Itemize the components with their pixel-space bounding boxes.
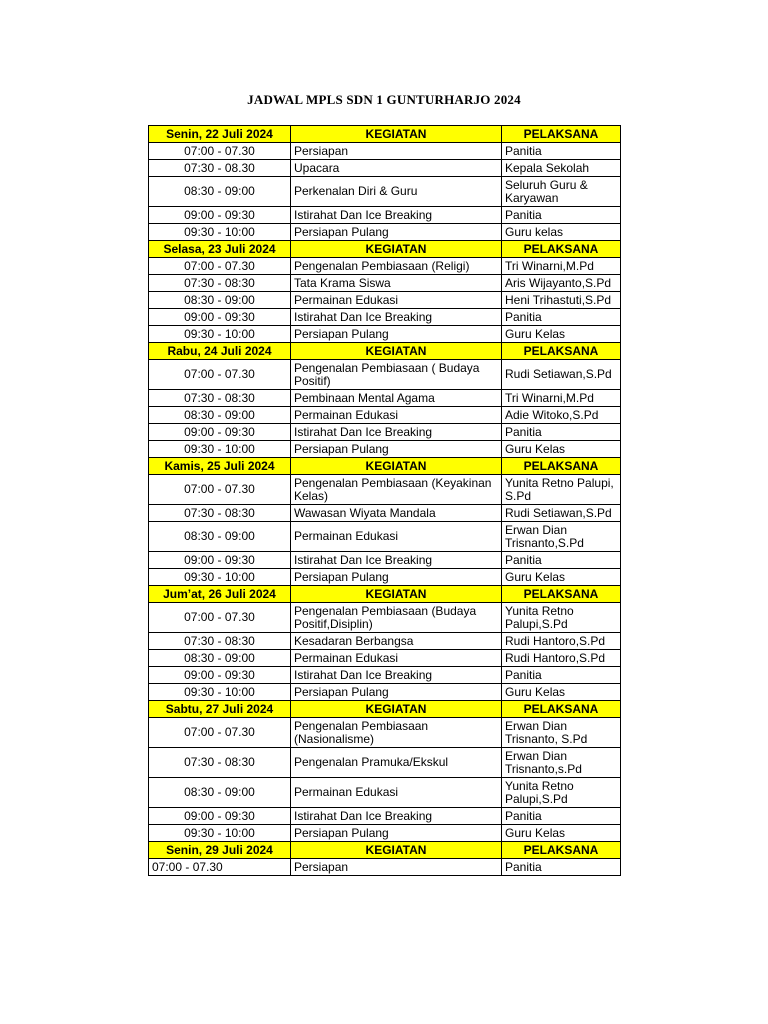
column-header-activity: KEGIATAN	[291, 458, 502, 475]
executor-cell: Guru Kelas	[502, 326, 621, 343]
document-title: JADWAL MPLS SDN 1 GUNTURHARJO 2024	[247, 92, 521, 107]
activity-cell: Persiapan Pulang	[291, 569, 502, 586]
day-label: Senin, 22 Juli 2024	[149, 126, 291, 143]
table-row	[149, 309, 621, 326]
day-header-row	[149, 241, 621, 258]
time-cell: 08:30 - 09:00	[149, 407, 291, 424]
executor-cell: Panitia	[502, 667, 621, 684]
table-row	[149, 390, 621, 407]
day-label: Jum’at, 26 Juli 2024	[149, 586, 291, 603]
executor-cell: Erwan Dian Trisnanto,S.Pd	[502, 522, 621, 552]
executor-cell: Rudi Hantoro,S.Pd	[502, 650, 621, 667]
day-header-row	[149, 126, 621, 143]
table-row	[149, 360, 621, 390]
activity-cell: Pengenalan Pembiasaan ( Budaya Positif)	[291, 360, 502, 390]
time-cell: 09:00 - 09:30	[149, 552, 291, 569]
activity-cell: Permainan Edukasi	[291, 650, 502, 667]
time-cell: 07:00 - 07.30	[149, 475, 291, 505]
executor-cell: Guru Kelas	[502, 569, 621, 586]
schedule-body	[149, 126, 621, 876]
day-label: Kamis, 25 Juli 2024	[149, 458, 291, 475]
day-header-row	[149, 458, 621, 475]
time-cell: 07:30 - 08:30	[149, 505, 291, 522]
column-header-executor: PELAKSANA	[502, 701, 621, 718]
activity-cell: Pengenalan Pembiasaan (Religi)	[291, 258, 502, 275]
table-row	[149, 603, 621, 633]
table-row	[149, 522, 621, 552]
time-cell: 09:30 - 10:00	[149, 684, 291, 701]
executor-cell: Guru kelas	[502, 224, 621, 241]
activity-cell: Persiapan Pulang	[291, 441, 502, 458]
table-row	[149, 667, 621, 684]
time-cell: 09:00 - 09:30	[149, 667, 291, 684]
table-row	[149, 275, 621, 292]
table-row	[149, 633, 621, 650]
executor-cell: Guru Kelas	[502, 441, 621, 458]
column-header-activity: KEGIATAN	[291, 586, 502, 603]
table-row	[149, 569, 621, 586]
time-cell: 08:30 - 09:00	[149, 778, 291, 808]
schedule-table	[148, 125, 621, 876]
time-cell: 07:30 - 08:30	[149, 390, 291, 407]
day-label: Sabtu, 27 Juli 2024	[149, 701, 291, 718]
executor-cell: Rudi Hantoro,S.Pd	[502, 633, 621, 650]
executor-cell: Rudi Setiawan,S.Pd	[502, 505, 621, 522]
executor-cell: Panitia	[502, 207, 621, 224]
table-row	[149, 748, 621, 778]
executor-cell: Yunita Retno Palupi,S.Pd	[502, 778, 621, 808]
column-header-activity: KEGIATAN	[291, 126, 502, 143]
activity-cell: Permainan Edukasi	[291, 522, 502, 552]
executor-cell: Adie Witoko,S.Pd	[502, 407, 621, 424]
time-cell: 09:30 - 10:00	[149, 825, 291, 842]
time-cell: 08:30 - 09:00	[149, 650, 291, 667]
time-cell: 07:00 - 07.30	[149, 859, 291, 876]
time-cell: 09:00 - 09:30	[149, 207, 291, 224]
executor-cell: Panitia	[502, 143, 621, 160]
time-cell: 09:30 - 10:00	[149, 224, 291, 241]
activity-cell: Permainan Edukasi	[291, 778, 502, 808]
activity-cell: Persiapan Pulang	[291, 684, 502, 701]
day-label: Rabu, 24 Juli 2024	[149, 343, 291, 360]
time-cell: 09:00 - 09:30	[149, 808, 291, 825]
table-row	[149, 650, 621, 667]
executor-cell: Rudi Setiawan,S.Pd	[502, 360, 621, 390]
time-cell: 07:00 - 07.30	[149, 143, 291, 160]
day-header-row	[149, 586, 621, 603]
activity-cell: Persiapan Pulang	[291, 326, 502, 343]
activity-cell: Pengenalan Pramuka/Ekskul	[291, 748, 502, 778]
column-header-executor: PELAKSANA	[502, 458, 621, 475]
table-row	[149, 552, 621, 569]
time-cell: 09:30 - 10:00	[149, 326, 291, 343]
executor-cell: Panitia	[502, 309, 621, 326]
table-row	[149, 424, 621, 441]
table-row	[149, 258, 621, 275]
activity-cell: Istirahat Dan Ice Breaking	[291, 667, 502, 684]
executor-cell: Heni Trihastuti,S.Pd	[502, 292, 621, 309]
executor-cell: Kepala Sekolah	[502, 160, 621, 177]
activity-cell: Persiapan	[291, 143, 502, 160]
executor-cell: Erwan Dian Trisnanto,s.Pd	[502, 748, 621, 778]
time-cell: 08:30 - 09:00	[149, 177, 291, 207]
table-row	[149, 292, 621, 309]
activity-cell: Upacara	[291, 160, 502, 177]
time-cell: 07:30 - 08:30	[149, 748, 291, 778]
column-header-activity: KEGIATAN	[291, 842, 502, 859]
table-row	[149, 441, 621, 458]
column-header-activity: KEGIATAN	[291, 343, 502, 360]
time-cell: 09:00 - 09:30	[149, 424, 291, 441]
table-row	[149, 407, 621, 424]
activity-cell: Istirahat Dan Ice Breaking	[291, 808, 502, 825]
activity-cell: Pembinaan Mental Agama	[291, 390, 502, 407]
executor-cell: Guru Kelas	[502, 684, 621, 701]
table-row	[149, 825, 621, 842]
time-cell: 09:00 - 09:30	[149, 309, 291, 326]
time-cell: 07:30 - 08:30	[149, 275, 291, 292]
column-header-activity: KEGIATAN	[291, 241, 502, 258]
time-cell: 07:00 - 07.30	[149, 258, 291, 275]
day-header-row	[149, 343, 621, 360]
executor-cell: Erwan Dian Trisnanto, S.Pd	[502, 718, 621, 748]
executor-cell: Panitia	[502, 552, 621, 569]
day-label: Selasa, 23 Juli 2024	[149, 241, 291, 258]
executor-cell: Guru Kelas	[502, 825, 621, 842]
day-header-row	[149, 842, 621, 859]
activity-cell: Istirahat Dan Ice Breaking	[291, 207, 502, 224]
activity-cell: Persiapan	[291, 859, 502, 876]
table-row	[149, 505, 621, 522]
column-header-executor: PELAKSANA	[502, 586, 621, 603]
executor-cell: Tri Winarni,M.Pd	[502, 258, 621, 275]
column-header-executor: PELAKSANA	[502, 241, 621, 258]
activity-cell: Istirahat Dan Ice Breaking	[291, 309, 502, 326]
table-row	[149, 859, 621, 876]
time-cell: 07:00 - 07.30	[149, 603, 291, 633]
table-row	[149, 207, 621, 224]
table-row	[149, 177, 621, 207]
activity-cell: Permainan Edukasi	[291, 292, 502, 309]
executor-cell: Seluruh Guru & Karyawan	[502, 177, 621, 207]
activity-cell: Persiapan Pulang	[291, 224, 502, 241]
time-cell: 09:30 - 10:00	[149, 441, 291, 458]
activity-cell: Pengenalan Pembiasaan (Nasionalisme)	[291, 718, 502, 748]
time-cell: 07:00 - 07.30	[149, 718, 291, 748]
table-row	[149, 326, 621, 343]
activity-cell: Pengenalan Pembiasaan (Budaya Positif,Disiplin)	[291, 603, 502, 633]
executor-cell: Panitia	[502, 859, 621, 876]
time-cell: 07:30 - 08.30	[149, 160, 291, 177]
column-header-activity: KEGIATAN	[291, 701, 502, 718]
table-row	[149, 160, 621, 177]
activity-cell: Istirahat Dan Ice Breaking	[291, 424, 502, 441]
time-cell: 08:30 - 09:00	[149, 522, 291, 552]
activity-cell: Permainan Edukasi	[291, 407, 502, 424]
executor-cell: Panitia	[502, 424, 621, 441]
time-cell: 07:00 - 07.30	[149, 360, 291, 390]
column-header-executor: PELAKSANA	[502, 126, 621, 143]
activity-cell: Kesadaran Berbangsa	[291, 633, 502, 650]
table-row	[149, 808, 621, 825]
executor-cell: Yunita Retno Palupi,S.Pd	[502, 603, 621, 633]
column-header-executor: PELAKSANA	[502, 343, 621, 360]
activity-cell: Perkenalan Diri & Guru	[291, 177, 502, 207]
activity-cell: Pengenalan Pembiasaan (Keyakinan Kelas)	[291, 475, 502, 505]
table-row	[149, 475, 621, 505]
executor-cell: Aris Wijayanto,S.Pd	[502, 275, 621, 292]
time-cell: 08:30 - 09:00	[149, 292, 291, 309]
day-header-row	[149, 701, 621, 718]
activity-cell: Istirahat Dan Ice Breaking	[291, 552, 502, 569]
executor-cell: Yunita Retno Palupi, S.Pd	[502, 475, 621, 505]
time-cell: 07:30 - 08:30	[149, 633, 291, 650]
activity-cell: Persiapan Pulang	[291, 825, 502, 842]
day-label: Senin, 29 Juli 2024	[149, 842, 291, 859]
executor-cell: Tri Winarni,M.Pd	[502, 390, 621, 407]
table-row	[149, 684, 621, 701]
executor-cell: Panitia	[502, 808, 621, 825]
table-row	[149, 224, 621, 241]
table-row	[149, 778, 621, 808]
activity-cell: Tata Krama Siswa	[291, 275, 502, 292]
table-row	[149, 718, 621, 748]
table-row	[149, 143, 621, 160]
time-cell: 09:30 - 10:00	[149, 569, 291, 586]
column-header-executor: PELAKSANA	[502, 842, 621, 859]
activity-cell: Wawasan Wiyata Mandala	[291, 505, 502, 522]
